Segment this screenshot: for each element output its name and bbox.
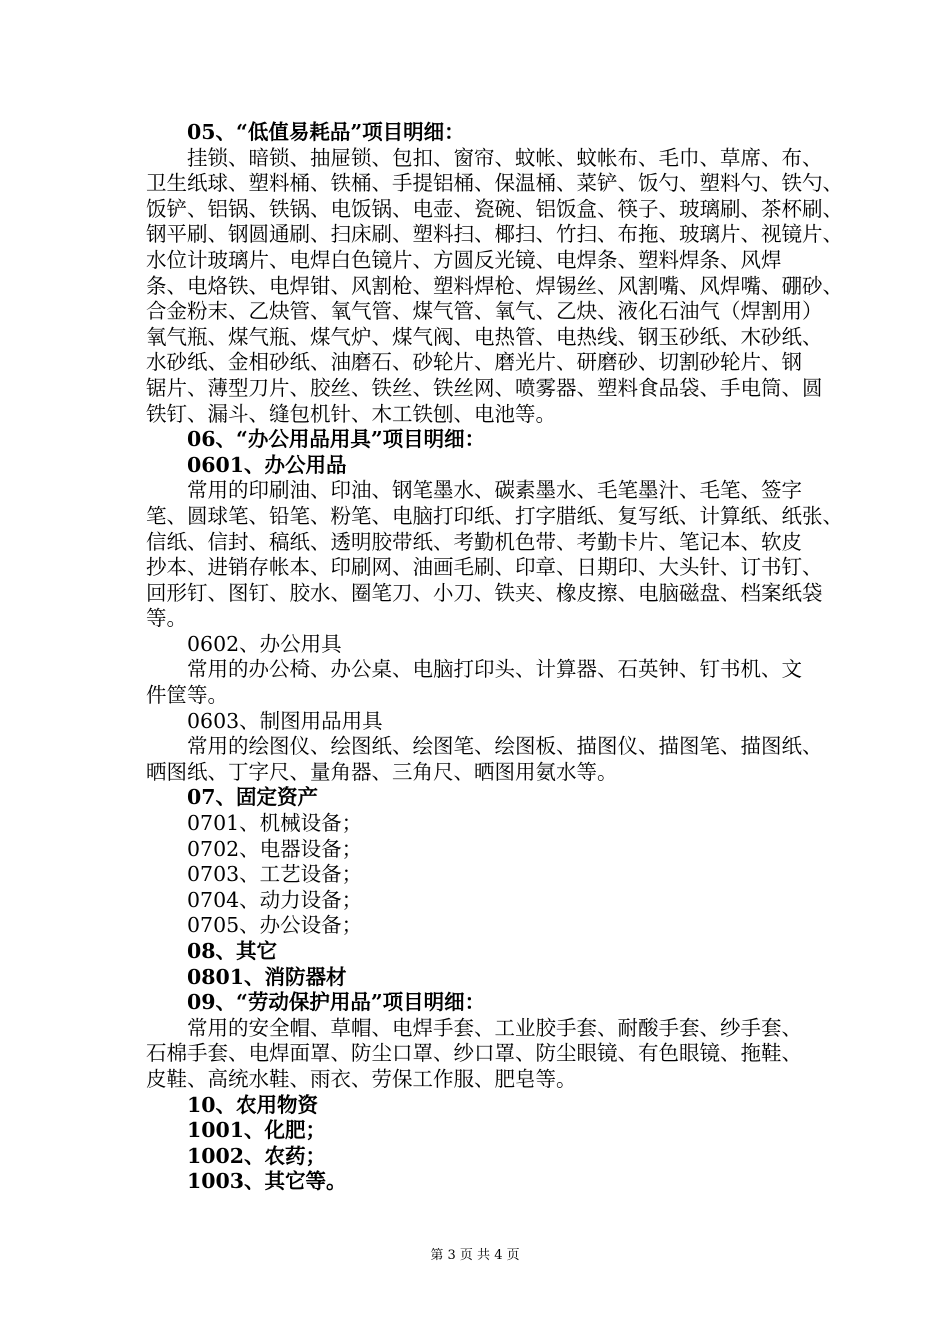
section-05-line: 饭铲、铝锅、铁锅、电饭锅、电壶、瓷碗、铝饭盒、筷子、玻璃刷、茶杯刷、 [146,196,843,221]
section-07-item: 0702、电器设备； [187,836,363,861]
subsection-0601-line: 回形钉、图钉、胶水、圈笔刀、小刀、铁夹、橡皮擦、电脑磁盘、档案纸袋 [146,580,823,605]
section-09-heading: 09、“劳动保护用品”项目明细： [187,990,486,1015]
subsection-0601-line: 信纸、信封、稿纸、透明胶带纸、考勤机色带、考勤卡片、笔记本、软皮 [146,529,802,554]
section-05-line: 合金粉末、乙炔管、氧气管、煤气管、氧气、乙炔、液化石油气（焊割用） [146,299,823,324]
section-05-heading: 05、“低值易耗品”项目明细： [187,120,465,144]
section-10-heading: 10、农用物资 [187,1092,319,1117]
subsection-0601-heading: 0601、办公用品 [187,452,347,477]
section-05-line: 铁钉、漏斗、缝包机针、木工铁刨、电池等。 [146,401,556,426]
subsection-0602-line: 件筐等。 [146,683,228,708]
section-08-item: 0801、消防器材 [187,964,347,989]
subsection-0602-heading: 0602、办公用具 [187,631,342,656]
document-body [146,120,843,1195]
section-07-item: 0701、机械设备； [187,811,363,836]
subsection-0603-line: 晒图纸、丁字尺、量角器、三角尺、晒图用氨水等。 [146,759,618,784]
section-05-line: 钢平刷、钢圆通刷、扫床刷、塑料扫、椰扫、竹扫、布拖、玻璃片、视镜片、 [146,222,843,247]
subsection-0601-line: 笔、圆球笔、铅笔、粉笔、电脑打印纸、打字腊纸、复写纸、计算纸、纸张、 [146,503,843,528]
section-05-line: 挂锁、暗锁、抽屉锁、包扣、窗帘、蚊帐、蚊帐布、毛巾、草席、布、 [187,145,823,170]
section-09-line: 皮鞋、高统水鞋、雨衣、劳保工作服、肥皂等。 [146,1066,577,1091]
section-07-item: 0705、办公设备； [187,913,363,938]
subsection-0602-line: 常用的办公椅、办公桌、电脑打印头、计算器、石英钟、钉书机、文 [187,657,802,682]
section-10-item: 1002、农药； [187,1143,327,1168]
section-07-item: 0704、动力设备； [187,887,363,912]
subsection-0601-line: 等。 [146,606,187,631]
page-footer: 第 3 页 共 4 页 [430,1248,520,1263]
section-07-item: 0703、工艺设备； [187,862,363,887]
subsection-0603-heading: 0603、制图用品用具 [187,708,383,733]
section-07-heading: 07、固定资产 [187,785,319,810]
section-06-heading: 06、“办公用品用具”项目明细： [187,427,486,452]
section-05-line: 水位计玻璃片、电焊白色镜片、方圆反光镜、电焊条、塑料焊条、风焊 [146,247,782,272]
subsection-0601-line: 常用的印刷油、印油、钢笔墨水、碳素墨水、毛笔墨汁、毛笔、签字 [187,478,802,503]
section-10-item: 1003、其它等。 [187,1169,347,1194]
section-05-line: 水砂纸、金相砂纸、油磨石、砂轮片、磨光片、研磨砂、切割砂轮片、钢 [146,350,802,375]
section-05-line: 条、电烙铁、电焊钳、风割枪、塑料焊枪、焊锡丝、风割嘴、风焊嘴、硼砂、 [146,273,843,298]
section-09-line: 石棉手套、电焊面罩、防尘口罩、纱口罩、防尘眼镜、有色眼镜、拖鞋、 [146,1041,802,1066]
section-09-line: 常用的安全帽、草帽、电焊手套、工业胶手套、耐酸手套、纱手套、 [187,1015,802,1040]
section-08-heading: 08、其它 [187,939,278,963]
subsection-0603-line: 常用的绘图仪、绘图纸、绘图笔、绘图板、描图仪、描图笔、描图纸、 [187,734,823,759]
subsection-0601-line: 抄本、进销存帐本、印刷网、油画毛刷、印章、日期印、大头针、订书钉、 [146,555,823,580]
section-05-line: 氧气瓶、煤气瓶、煤气炉、煤气阀、电热管、电热线、钢玉砂纸、木砂纸、 [146,324,823,349]
section-05-line: 锯片、薄型刀片、胶丝、铁丝、铁丝网、喷雾器、塑料食品袋、手电筒、圆 [146,375,823,400]
section-10-item: 1001、化肥； [187,1118,327,1143]
section-05-line: 卫生纸球、塑料桶、铁桶、手提铝桶、保温桶、菜铲、饭勺、塑料勺、铁勺、 [146,171,843,196]
